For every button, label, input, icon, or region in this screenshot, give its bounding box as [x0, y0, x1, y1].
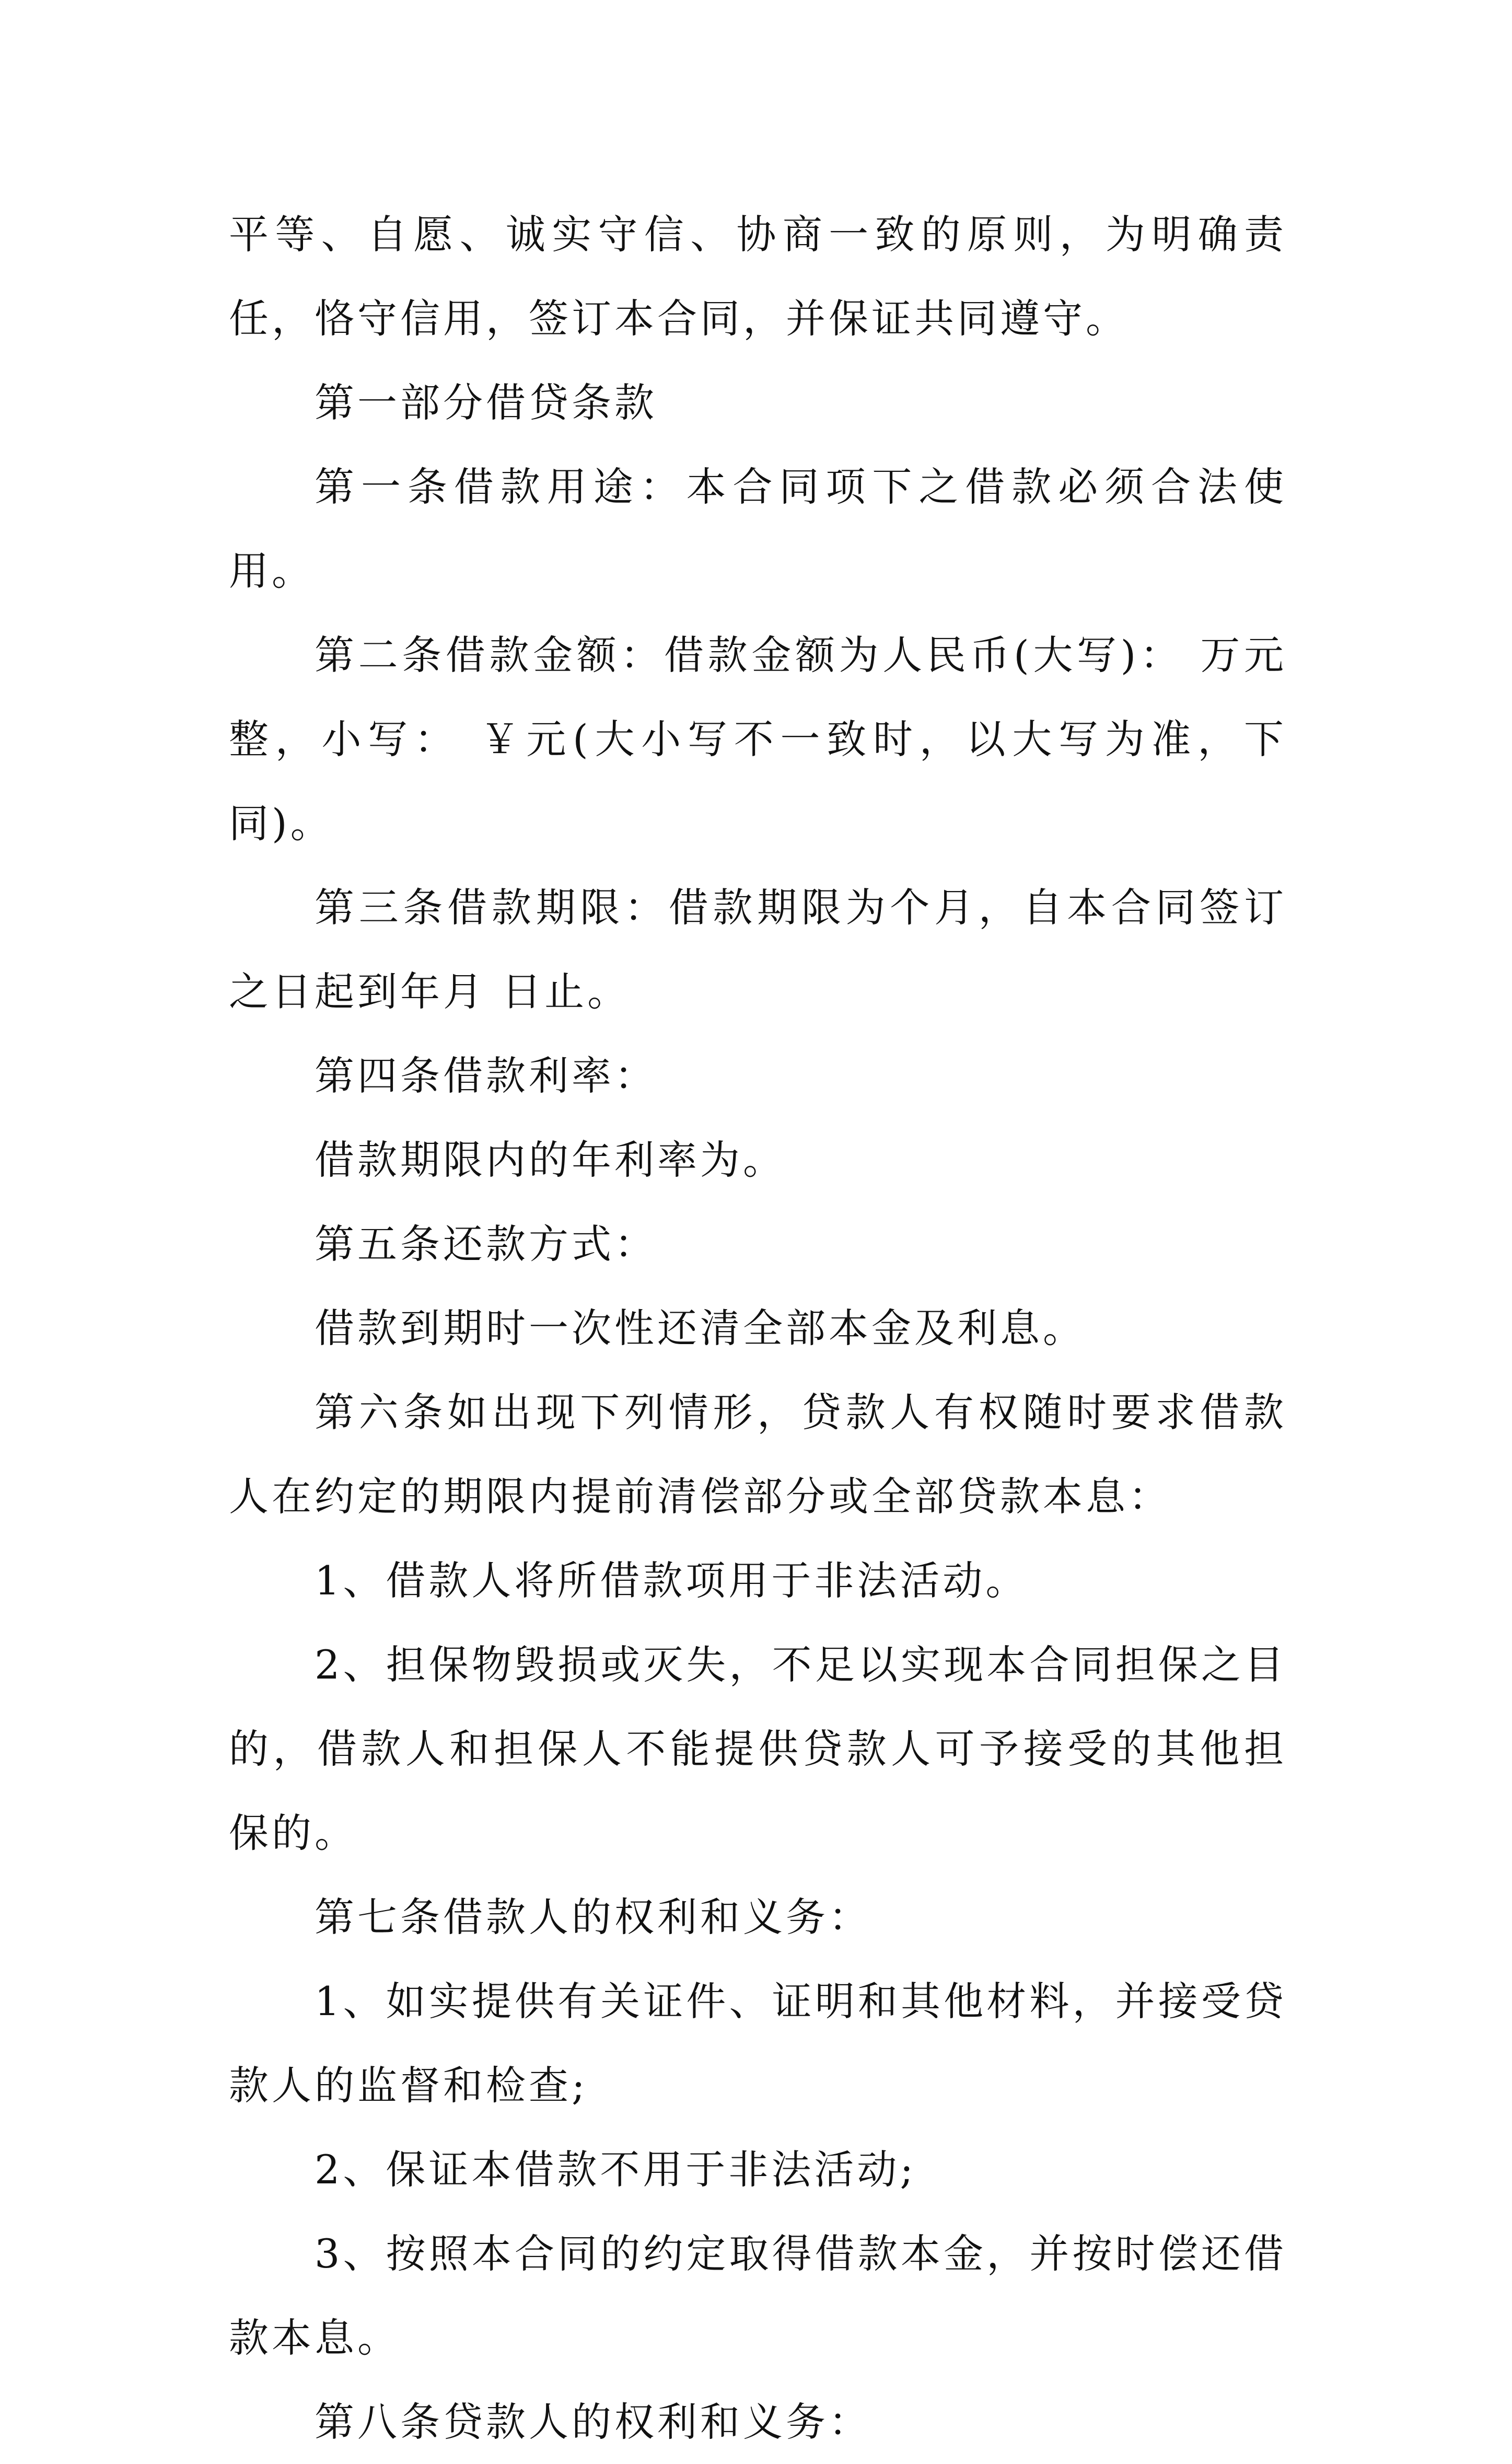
article-6-item-1: 1、借款人将所借款项用于非法活动。 [315, 1557, 1029, 1604]
article-7-item-1: 1、如实提供有关证件、证明和其他材料，并接受贷款人的监督和检查; [229, 1978, 1287, 2109]
paragraph-continuation: 平等、自愿、诚实守信、协商一致的原则，为明确责任，恪守信用，签订本合同，并保证共同遵守。 [229, 211, 1287, 342]
article-8-lender-rights: 第八条贷款人的权利和义务： [315, 2399, 871, 2445]
interest-rate-detail: 借款期限内的年利率为。 [315, 1137, 786, 1183]
section-heading-part-one: 第一部分借贷条款 [315, 379, 657, 426]
article-7-item-2: 2、保证本借款不用于非法活动; [315, 2146, 916, 2193]
article-5-repayment-method: 第五条还款方式： [315, 1221, 657, 1267]
article-7-item-3: 3、按照本合同的约定取得借款本金，并按时偿还借款本息。 [229, 2230, 1287, 2361]
article-7-borrower-rights: 第七条借款人的权利和义务： [315, 1894, 871, 1940]
article-1-loan-purpose: 第一条借款用途：本合同项下之借款必须合法使用。 [229, 464, 1287, 594]
article-4-interest-rate: 第四条借款利率： [315, 1052, 657, 1099]
repayment-detail: 借款到期时一次性还清全部本金及利息。 [315, 1305, 1086, 1351]
document-body [229, 192, 1287, 2464]
article-3-loan-term: 第三条借款期限：借款期限为个月，自本合同签订之日起到年月 日止。 [229, 884, 1287, 1015]
article-2-loan-amount: 第二条借款金额：借款金额为人民币(大写)： 万元整，小写： ￥元(大小写不一致时，以大写为准，下同)。 [229, 632, 1287, 847]
article-6-early-repayment: 第六条如出现下列情形，贷款人有权随时要求借款人在约定的期限内提前清偿部分或全部贷款本息： [229, 1389, 1287, 1520]
article-6-item-2: 2、担保物毁损或灭失，不足以实现本合同担保之目的，借款人和担保人不能提供贷款人可予接受的其他担保的。 [229, 1641, 1287, 1856]
